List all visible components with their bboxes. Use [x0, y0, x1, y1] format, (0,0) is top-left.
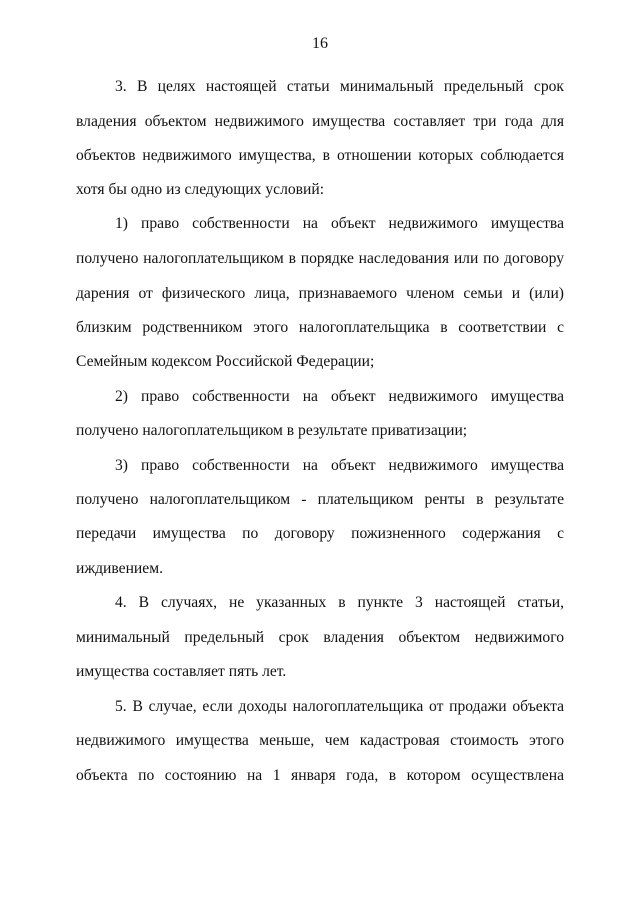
- text-line: иждивением.: [76, 560, 163, 577]
- text-line: Семейным кодексом Российской Федерации;: [76, 353, 375, 370]
- page-number: 16: [312, 35, 328, 52]
- text-line: владения объектом недвижимого имущества составляет три года для: [76, 113, 564, 130]
- text-line: дарения от физического лица, признаваемого членом семьи и (или): [76, 285, 564, 302]
- text-line: 3) право собственности на объект недвижимого имущества: [115, 457, 564, 474]
- text-line: имущества составляет пять лет.: [76, 663, 287, 680]
- text-line: 1) право собственности на объект недвижимого имущества: [115, 215, 564, 232]
- text-line: получено налогоплательщиком в результате приватизации;: [76, 422, 468, 439]
- text-line: хотя бы одно из следующих условий:: [76, 181, 325, 198]
- text-line: минимальный предельный срок владения объектом недвижимого: [76, 629, 564, 646]
- text-line: 5. В случае, если доходы налогоплательщика от продажи объекта: [115, 698, 564, 715]
- text-line: 3. В целях настоящей статьи минимальный предельный срок: [115, 78, 564, 95]
- text-line: получено налогоплательщиком в порядке наследования или по договору: [76, 250, 564, 267]
- text-line: 4. В случаях, не указанных в пункте 3 настоящей статьи,: [115, 594, 564, 611]
- text-line: недвижимого имущества меньше, чем кадастровая стоимость этого: [76, 732, 564, 749]
- text-line: объекта по состоянию на 1 января года, в котором осуществлена: [76, 767, 564, 784]
- text-line: 2) право собственности на объект недвижимого имущества: [115, 388, 564, 405]
- text-line: передачи имущества по договору пожизненного содержания с: [76, 525, 564, 542]
- text-line: получено налогоплательщиком - плательщиком ренты в результате: [76, 491, 564, 508]
- text-line: близким родственником этого налогоплательщика в соответствии с: [76, 319, 564, 336]
- text-line: объектов недвижимого имущества, в отношении которых соблюдается: [76, 147, 564, 164]
